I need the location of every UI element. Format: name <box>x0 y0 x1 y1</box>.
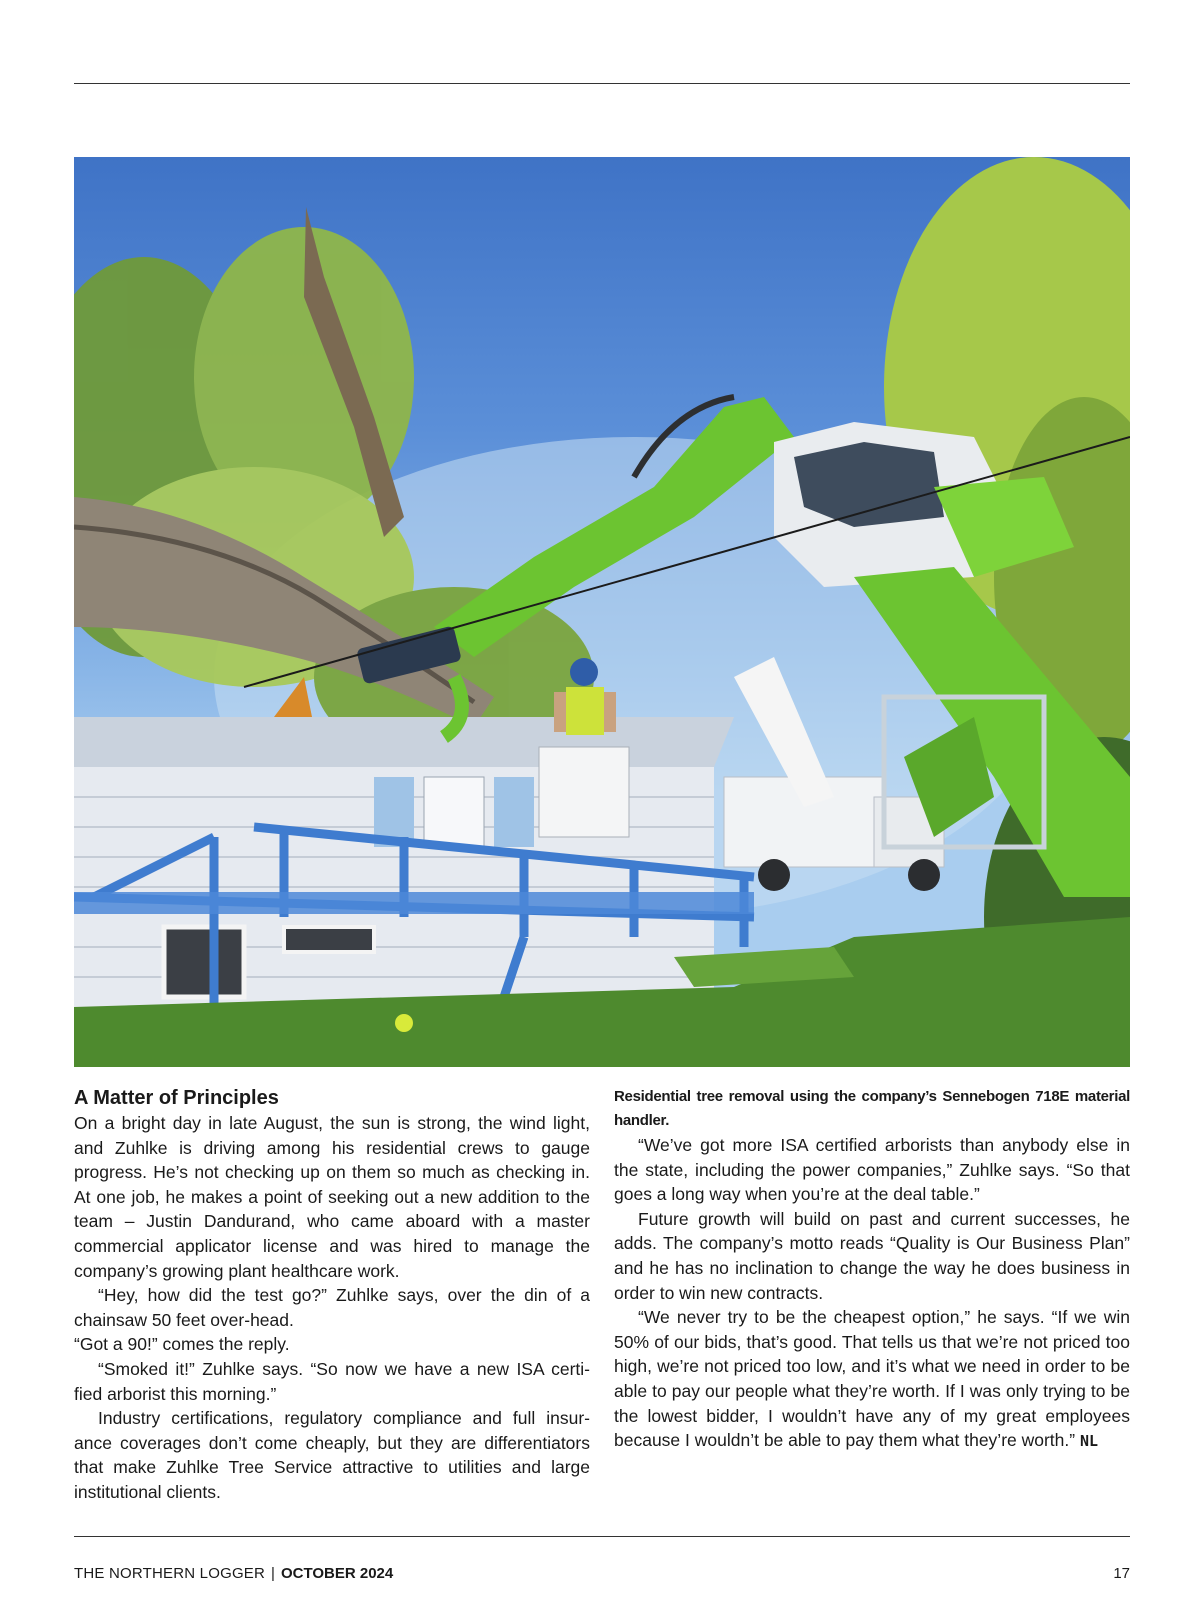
end-mark: NL <box>1079 1432 1099 1451</box>
body-paragraph: “Hey, how did the test go?” Zuhlke says, over the din of a chainsaw 50 feet over-head. <box>74 1285 590 1330</box>
body-paragraph: “Smoked it!” Zuhlke says. “So now we have a new ISA certi-fied arborist this morning.” <box>74 1358 590 1404</box>
body-paragraph-text: “We never try to be the cheapest option,” he says. “If we win 50% of our bids, that’s good. That tells us that we’re not priced too high, we’re not priced too low, and it’s what we need in order to be able to pay our people what they’re worth. If I was only trying to be the lowest bidder, I wouldn’t have any of my great employees because I wouldn’t be able to pay them what they’re worth.” <box>614 1307 1130 1451</box>
body-paragraph: “We’ve got more ISA certified arborists than anybody else in the state, including the power companies,” Zuhlke says. “So that goes a long way when you’re at the deal table.” <box>614 1135 1130 1205</box>
left-column <box>74 1085 590 1505</box>
footer-separator: | <box>271 1565 275 1582</box>
body-paragraph: On a bright day in late August, the sun is strong, the wind light, and Zuhlke is driving among his residential crews to gauge progress. He’s not checking up on them so much as checking in. At one job, he makes a point of seeking out a new addition to the team – Justin Dandurand, who came aboard with a master commercial applicator license and was hired to manage the company’s growing plant healthcare work. <box>74 1113 590 1281</box>
top-rule <box>74 83 1130 84</box>
right-column <box>614 1085 1130 1454</box>
body-paragraph-last <box>614 1305 1130 1454</box>
article-photo <box>74 157 1130 1067</box>
page-footer <box>74 1565 1130 1582</box>
bottom-rule <box>74 1536 1130 1537</box>
photo-caption: Residential tree removal using the company’s Sennebogen 718E material handler. <box>614 1088 1130 1129</box>
publication-name: THE NORTHERN LOGGER <box>74 1565 266 1582</box>
body-paragraph: “Got a 90!” comes the reply. <box>74 1334 290 1355</box>
body-paragraph: Industry certifications, regulatory compliance and full insur-ance coverages don’t come cheaply, but they are differentiators that make Zuhlke Tree Service attractive to utilities and large institutional clients. <box>74 1408 590 1502</box>
body-paragraph: Future growth will build on past and current successes, he adds. The company’s motto reads “Quality is Our Business Plan” and he has no inclination to change the way he does business in order to win new contracts. <box>614 1208 1130 1303</box>
issue-date: OCTOBER 2024 <box>280 1565 394 1582</box>
tree-removal-photo <box>74 157 1130 1067</box>
section-heading: A Matter of Principles <box>74 1087 279 1109</box>
page-number: 17 <box>1113 1565 1130 1582</box>
